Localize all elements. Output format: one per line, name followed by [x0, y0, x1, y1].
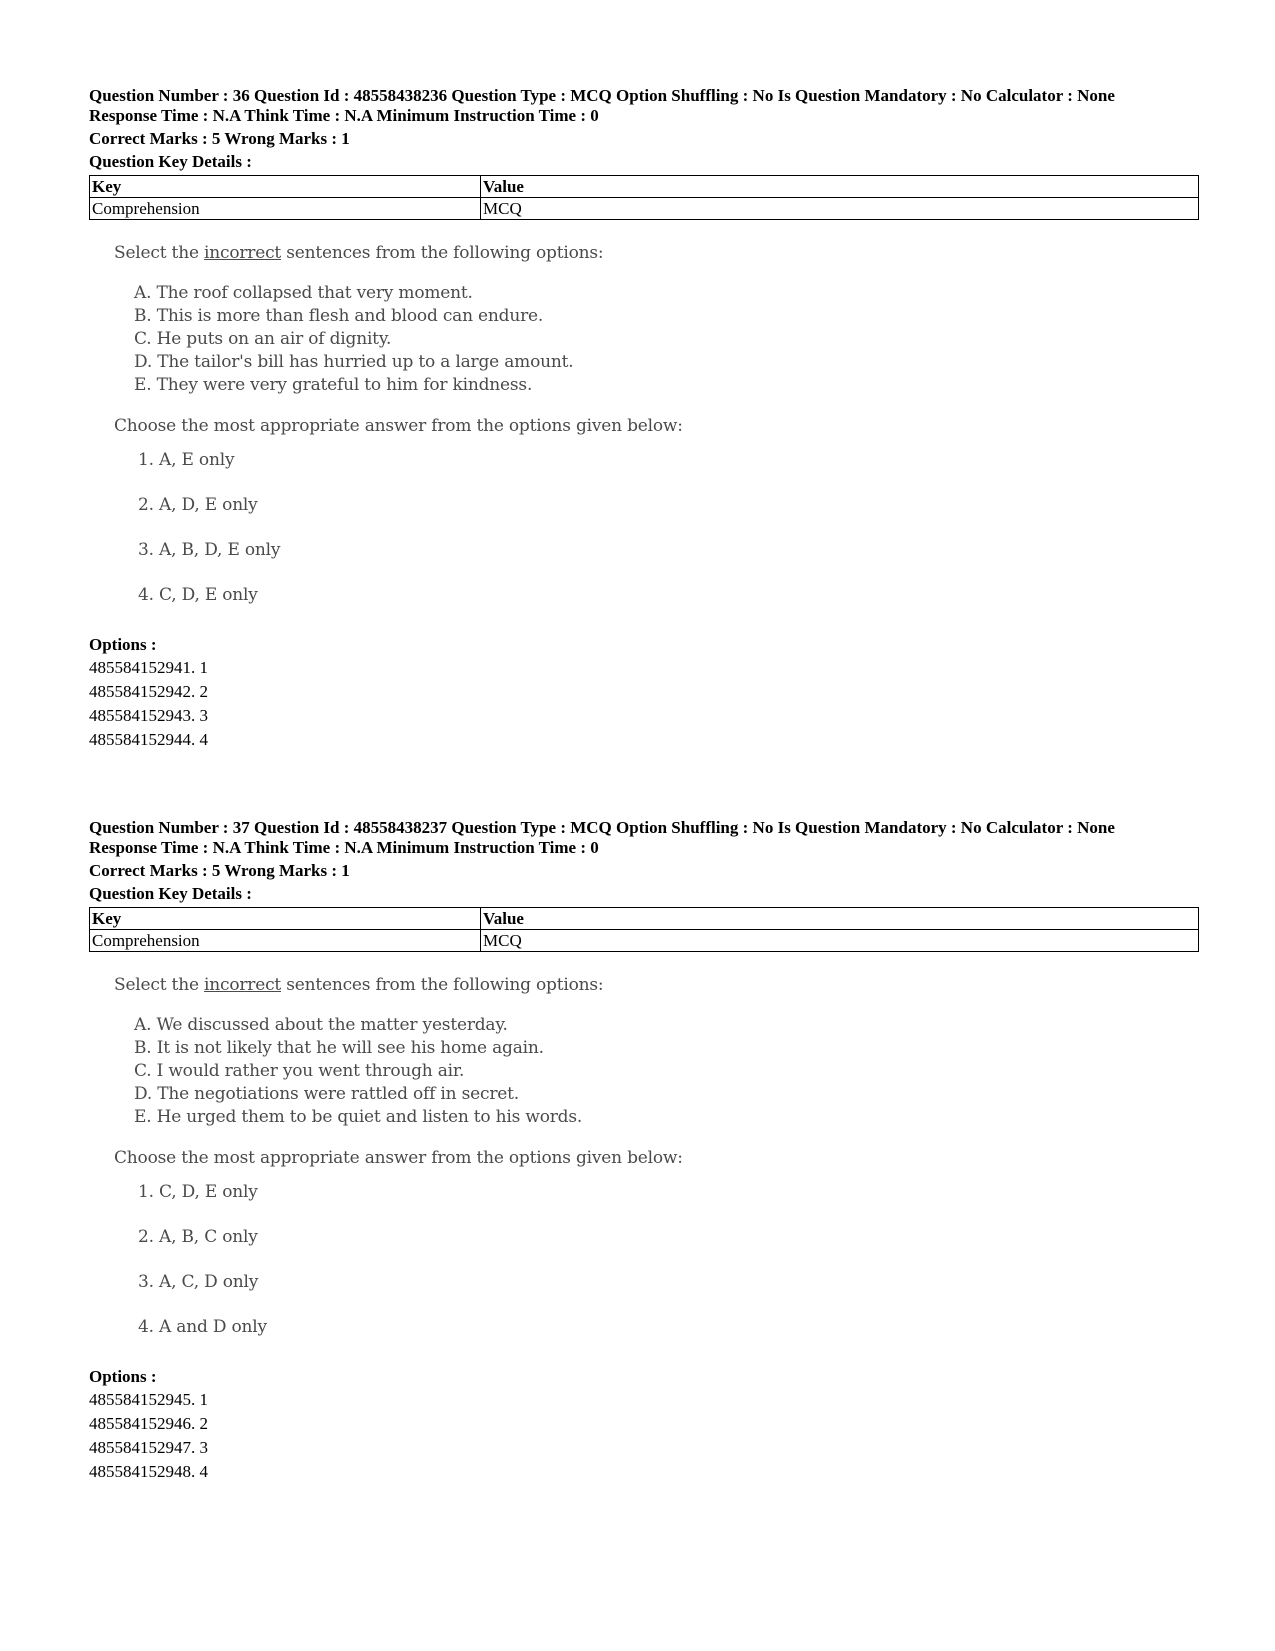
question-block-37: [89, 818, 1199, 1484]
table-row: [90, 198, 1199, 220]
table-row: [90, 930, 1199, 952]
marks-line: Correct Marks : 5 Wrong Marks : 1: [89, 129, 350, 148]
choose-instruction: Choose the most appropriate answer from the options given below:: [114, 416, 683, 436]
option-item: 485584152947. 3: [89, 1438, 208, 1457]
prompt-before: Select the: [114, 975, 205, 995]
table-cell-key: Comprehension: [90, 198, 481, 220]
question-meta-line-2: Response Time : N.A Think Time : N.A Minimum Instruction Time : 0: [89, 106, 599, 125]
marks-line: Correct Marks : 5 Wrong Marks : 1: [89, 861, 350, 880]
question-image: [114, 242, 734, 606]
table-header-row: [90, 908, 1199, 930]
table-cell-value: MCQ: [481, 930, 1199, 952]
answer-choice: 3. A, C, D only: [138, 1272, 259, 1292]
question-image: [114, 974, 734, 1338]
option-item: 485584152944. 4: [89, 730, 208, 749]
key-details-label: Question Key Details :: [89, 152, 252, 171]
statement-item: E. They were very grateful to him for kindness.: [134, 375, 533, 395]
answer-choice: 2. A, B, C only: [138, 1227, 258, 1247]
table-header-key: Key: [90, 176, 481, 198]
answer-choice: 4. C, D, E only: [138, 585, 258, 605]
prompt-underlined: incorrect: [204, 243, 282, 263]
question-meta-line-1: Question Number : 36 Question Id : 48558438236 Question Type : MCQ Option Shuffling : No Is Question Mandatory : No Calculator : None: [89, 86, 1115, 105]
option-item: 485584152941. 1: [89, 658, 208, 677]
question-prompt: [114, 242, 734, 264]
statement-item: A. The roof collapsed that very moment.: [134, 283, 473, 303]
option-item: 485584152945. 1: [89, 1390, 208, 1409]
answer-choice-list: [138, 449, 734, 606]
statement-item: C. I would rather you went through air.: [134, 1061, 465, 1081]
prompt-after: sentences from the following options:: [281, 243, 604, 263]
statement-list: [134, 1014, 734, 1129]
table-header-value: Value: [481, 908, 1199, 930]
table-cell-value: MCQ: [481, 198, 1199, 220]
prompt-after: sentences from the following options:: [281, 975, 604, 995]
option-item: 485584152942. 2: [89, 682, 208, 701]
statement-list: [134, 282, 734, 397]
option-item: 485584152946. 2: [89, 1414, 208, 1433]
question-block-36: [89, 86, 1199, 752]
prompt-underlined: incorrect: [204, 975, 282, 995]
options-label: Options :: [89, 1367, 157, 1386]
choose-instruction: Choose the most appropriate answer from the options given below:: [114, 1148, 683, 1168]
statement-item: C. He puts on an air of dignity.: [134, 329, 392, 349]
answer-choice: 1. C, D, E only: [138, 1182, 258, 1202]
key-details-table: [89, 175, 1199, 220]
statement-item: D. The negotiations were rattled off in secret.: [134, 1084, 519, 1104]
option-item: 485584152948. 4: [89, 1462, 208, 1481]
table-header-value: Value: [481, 176, 1199, 198]
statement-item: B. This is more than flesh and blood can endure.: [134, 306, 544, 326]
statement-item: A. We discussed about the matter yesterday.: [134, 1015, 508, 1035]
prompt-before: Select the: [114, 243, 205, 263]
answer-choice: 4. A and D only: [138, 1317, 267, 1337]
statement-item: E. He urged them to be quiet and listen to his words.: [134, 1107, 583, 1127]
option-item: 485584152943. 3: [89, 706, 208, 725]
table-header-key: Key: [90, 908, 481, 930]
answer-choice: 1. A, E only: [138, 450, 235, 470]
key-details-table: [89, 907, 1199, 952]
statement-item: B. It is not likely that he will see his home again.: [134, 1038, 544, 1058]
question-meta-line-2: Response Time : N.A Think Time : N.A Minimum Instruction Time : 0: [89, 838, 599, 857]
question-meta-line-1: Question Number : 37 Question Id : 48558438237 Question Type : MCQ Option Shuffling : No Is Question Mandatory : No Calculator : None: [89, 818, 1115, 837]
question-prompt: [114, 974, 734, 996]
answer-choice: 3. A, B, D, E only: [138, 540, 281, 560]
answer-choice-list: [138, 1181, 734, 1338]
table-header-row: [90, 176, 1199, 198]
key-details-label: Question Key Details :: [89, 884, 252, 903]
options-label: Options :: [89, 635, 157, 654]
table-cell-key: Comprehension: [90, 930, 481, 952]
statement-item: D. The tailor's bill has hurried up to a large amount.: [134, 352, 574, 372]
answer-choice: 2. A, D, E only: [138, 495, 258, 515]
